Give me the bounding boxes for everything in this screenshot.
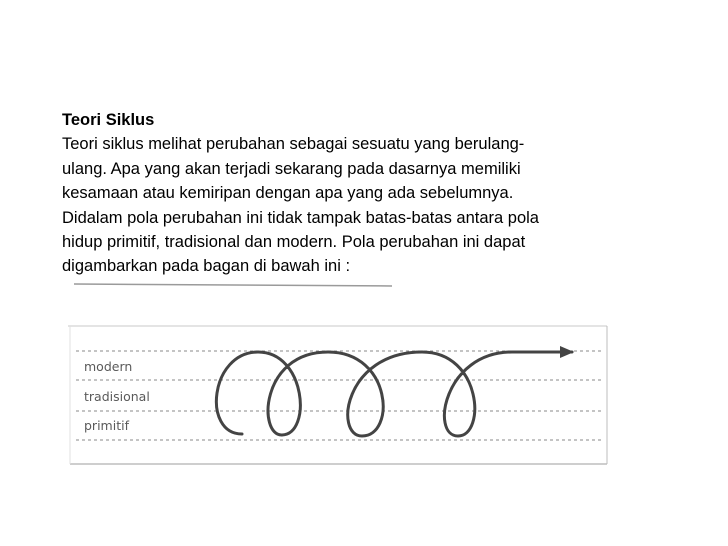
band-label-tradisional: tradisional: [84, 389, 150, 404]
text-block: [62, 108, 672, 279]
cycle-spiral-line: [216, 352, 572, 436]
band-label-primitif: primitif: [84, 418, 129, 433]
section-heading: Teori Siklus: [62, 111, 155, 129]
section-paragraph: Teori siklus melihat perubahan sebagai sesuatu yang berulang- ulang. Apa yang akan terjadi sekarang pada dasarnya memiliki kesamaan atau kemiripan dengan apa yang ada sebelumnya. Didalam pola perubahan ini tidak tampak batas-batas antara pola hidup primitif, tradisional dan modern. Pola perubahan ini dapat digambarkan pada bagan di bawah ini :: [62, 135, 539, 276]
frame-top-scan-edge: [74, 284, 392, 286]
band-label-modern: modern: [84, 359, 133, 374]
cycle-diagram: [62, 280, 622, 476]
cycle-diagram-svg: [62, 280, 622, 476]
arrow-head-icon: [560, 346, 574, 358]
